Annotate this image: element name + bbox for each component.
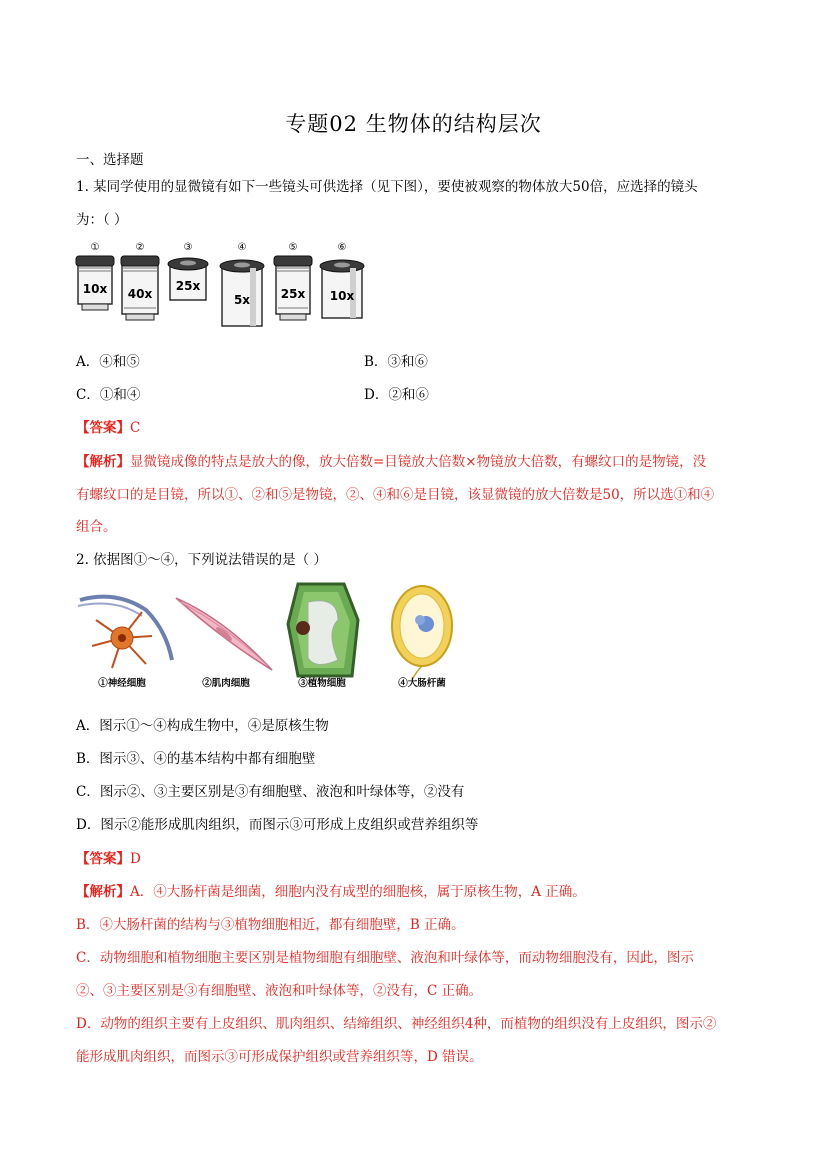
lens-4: [220, 242, 264, 326]
lens-1-number: ①: [90, 242, 100, 253]
section-heading: 一、选择题: [76, 152, 144, 168]
lens-6: [320, 242, 364, 318]
q2-option-c[interactable]: C．图示②、③主要区别是③有细胞壁、液泡和叶绿体等，②没有: [76, 784, 465, 800]
q1-analysis-line2: 有螺纹口的是目镜，所以①、②和⑤是物镜，②、④和⑥是目镜，该显微镜的放大倍数是50，所以选①和④: [76, 487, 715, 503]
q2-cell-figure: [76, 580, 468, 692]
lens-4-number: ④: [237, 242, 247, 253]
bacterium-illustration: [392, 586, 452, 689]
lens-1-mag: 10x: [82, 282, 108, 296]
q1-option-c[interactable]: C．①和④: [76, 387, 141, 403]
lens-2-number: ②: [135, 242, 145, 253]
lens-3-mag: 25x: [175, 279, 201, 293]
plant-cell-illustration: [288, 584, 358, 689]
q2-option-a[interactable]: A．图示①～④构成生物中，④是原核生物: [76, 718, 329, 734]
q2-analysis-d2: 能形成肌肉组织，而图示③可形成保护组织或营养组织等，D 错误。: [76, 1049, 483, 1065]
q2-answer-label: 【答案】: [76, 851, 130, 867]
lens-6-mag: 10x: [329, 289, 355, 303]
q1-lens-figure: [74, 238, 384, 330]
lens-3-number: ③: [183, 242, 193, 253]
lens-5-number: ⑤: [288, 242, 298, 253]
lens-2: [121, 242, 159, 320]
caption-plant: ③植物细胞: [298, 678, 346, 689]
q2-analysis-c1: C．动物细胞和植物细胞主要区别是植物细胞有细胞壁、液泡和叶绿体等，而动物细胞没有，因此，图示: [76, 950, 694, 966]
q2-option-b[interactable]: B．图示③、④的基本结构中都有细胞壁: [76, 751, 316, 767]
q1-answer-value: C: [130, 420, 141, 436]
page-title: 专题02 生物体的结构层次: [285, 112, 542, 136]
q2-analysis-b: B．④大肠杆菌的结构与③植物细胞相近，都有细胞壁，B 正确。: [76, 917, 465, 933]
q2-analysis-a: [76, 880, 586, 900]
q1-analysis-label: 【解析】: [76, 454, 130, 470]
q1-answer: [76, 416, 140, 436]
lens-1: [76, 242, 114, 310]
lens-6-number: ⑥: [337, 242, 347, 253]
q1-analysis-line1: [76, 450, 706, 470]
q1-analysis-text1: 显微镜成像的特点是放大的像，放大倍数=目镜放大倍数×物镜放大倍数，有螺纹口的是物镜，没: [130, 454, 707, 470]
lens-5: [274, 242, 312, 320]
muscle-cell-illustration: [176, 598, 272, 689]
neuron-illustration: [78, 597, 172, 689]
q2-answer-value: D: [130, 851, 141, 867]
caption-muscle: ②肌肉细胞: [202, 678, 250, 689]
q2-analysis-label: 【解析】: [76, 884, 130, 900]
q2-analysis-d1: D．动物的组织主要有上皮组织、肌肉组织、结缔组织、神经组织4种，而植物的组织没有上皮组织，图示②: [76, 1016, 717, 1032]
lens-3: [168, 242, 208, 300]
q1-stem-line1: 1. 某同学使用的显微镜有如下一些镜头可供选择（见下图），要使被观察的物体放大50倍，应选择的镜头: [76, 179, 698, 195]
caption-neuron: ①神经细胞: [98, 678, 146, 689]
q2-analysis-c2: ②、③主要区别是③有细胞壁、液泡和叶绿体等，②没有，C 正确。: [76, 983, 483, 999]
q2-stem: 2. 依据图①～④，下列说法错误的是（ ）: [76, 552, 327, 568]
lens-4-mag: 5x: [233, 293, 251, 307]
lens-2-mag: 40x: [127, 287, 153, 301]
q1-analysis-line3: 组合。: [76, 519, 117, 535]
q2-option-d[interactable]: D．图示②能形成肌肉组织，而图示③可形成上皮组织或营养组织等: [76, 817, 479, 833]
q2-answer: [76, 847, 141, 867]
q1-answer-label: 【答案】: [76, 420, 130, 436]
lens-5-mag: 25x: [280, 287, 306, 301]
q1-option-d[interactable]: D．②和⑥: [364, 387, 429, 403]
q1-stem-line2: 为：（ ）: [76, 212, 128, 228]
caption-bacterium: ④大肠杆菌: [398, 678, 446, 689]
q2-analysis-a-text: A．④大肠杆菌是细菌，细胞内没有成型的细胞核，属于原核生物，A 正确。: [130, 884, 586, 900]
q1-option-a[interactable]: A．④和⑤: [76, 354, 140, 370]
q1-option-b[interactable]: B．③和⑥: [364, 354, 428, 370]
